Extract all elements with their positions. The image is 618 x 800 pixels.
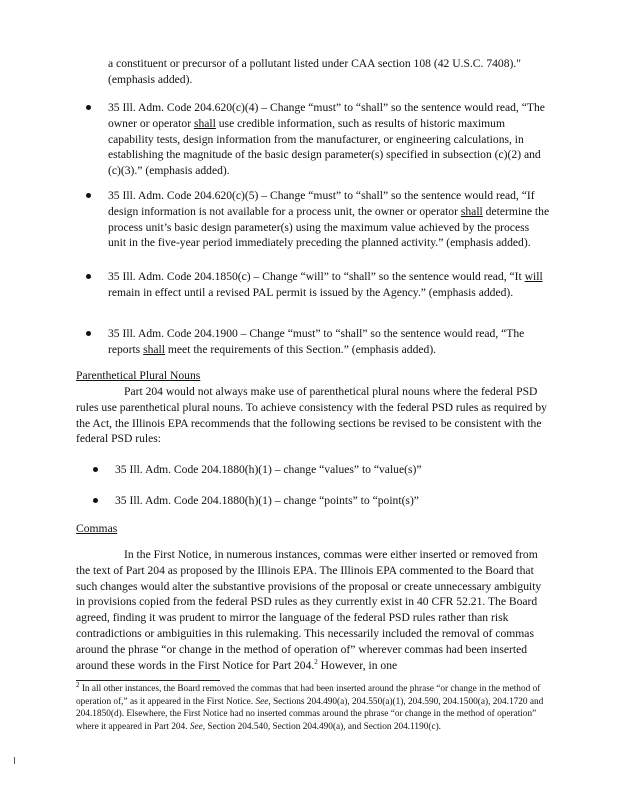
section-heading-parenthetical-plural-nouns: Parenthetical Plural Nouns bbox=[76, 369, 201, 382]
footnote: $^2$ In all other instances, the Board removed the commas that had been inserted around the phrase “or change in the method of operation of,” as it appeared in the First Notice. See, Sections 204.490(a), 204.550(a)(1), 204.590, 204.1500(a), 204.1720 and 204.1850(d). Elsewhere, the First Notice had no inserted commas around the phrase “or change in the method of operation” where it appeared in Part 204. See, Section 204.540, Section 204.490(a), and Section 204.1190(c). bbox=[76, 680, 544, 732]
bullet-item: 35 Ill. Adm. Code 204.1880(h)(1) – change “points” to “point(s)” bbox=[115, 493, 535, 509]
bullet-dot-icon bbox=[86, 274, 91, 279]
continuation-line-1: a constituent or precursor of a pollutant listed under CAA section 108 (42 U.S.C. 7408)." bbox=[108, 57, 522, 70]
footnote-separator bbox=[76, 680, 220, 681]
footnote-reference[interactable]: 2 bbox=[314, 657, 318, 666]
bullet-dot-icon bbox=[86, 105, 91, 110]
emphasized-word: shall bbox=[193, 116, 216, 130]
emphasized-word: shall bbox=[460, 204, 483, 218]
bullet-dot-icon bbox=[93, 467, 98, 472]
emphasized-word: will bbox=[524, 270, 543, 283]
continuation-line-2: (emphasis added). bbox=[108, 72, 193, 86]
commas-paragraph: In the First Notice, in numerous instances, commas were either inserted or removed from the text of Part 204 as proposed by the Illinois EPA. The Illinois EPA commented to the Board that such changes would alter the substantive provisions of the proposal or create unnecessary ambiguity in provisions copied from the federal PSD rules as they currently exist in 40 CFR 52.21. The Board agreed, finding it was prudent to mirror the language of the federal PSD rules rather than risk contradictions or ambiguities in this rulemaking. This necessarily included the removal of commas around the phrase “or change in the method of operation of” wherever commas had been inserted around these words in the First Notice for Part 204.$^2$ However, in one bbox=[76, 548, 542, 672]
section-heading-commas: Commas bbox=[76, 522, 118, 535]
parenthetical-paragraph: Part 204 would not always make use of parenthetical plural nouns where the federal PSD rules use parenthetical plural nouns. To achieve consistency with the federal PSD rules as required by the Act, the Illinois EPA recommends that the following sections be revised to be consistent with the federal PSD rules: bbox=[76, 385, 547, 446]
bullet-dot-icon bbox=[93, 498, 98, 503]
bullet-item: 35 Ill. Adm. Code 204.1850(c) – Change “will” to “shall” so the sentence would read, “It will remain in effect until a revised PAL permit is issued by the Agency.” (emphasis added). bbox=[108, 269, 550, 301]
bullet-dot-icon bbox=[86, 193, 91, 198]
bullet-dot-icon bbox=[86, 331, 91, 336]
footnote-number: 2 bbox=[76, 680, 80, 689]
bullet-item: 35 Ill. Adm. Code 204.1900 – Change “must” to “shall” so the sentence would read, “The reports shall meet the requirements of this Section.” (emphasis added). bbox=[108, 326, 550, 358]
bullet-item: 35 Ill. Adm. Code 204.620(c)(4) – Change “must” to “shall” so the sentence would read, “The owner or operator shall use credible information, such as results of historic maximum capability tests, design information from the manufacturer, or engineering calculations, in establishing the magnitude of the basic design parameter(s) specified in subsection (c)(2) and (c)(3).” (emphasis added). bbox=[108, 100, 550, 179]
continuation-paragraph bbox=[108, 56, 548, 88]
emphasized-word: shall bbox=[143, 342, 165, 356]
bullet-item: 35 Ill. Adm. Code 204.1880(h)(1) – change “values” to “value(s)” bbox=[115, 462, 535, 478]
page-margin-mark bbox=[14, 757, 15, 764]
bullet-item: 35 Ill. Adm. Code 204.620(c)(5) – Change “must” to “shall” so the sentence would read, “If design information is not available for a process unit, the owner or operator shall determine the process unit’s basic design parameter(s) using the maximum value achieved by the process unit in the five-year period immediately preceding the planned activity.” (emphasis added). bbox=[108, 188, 550, 251]
